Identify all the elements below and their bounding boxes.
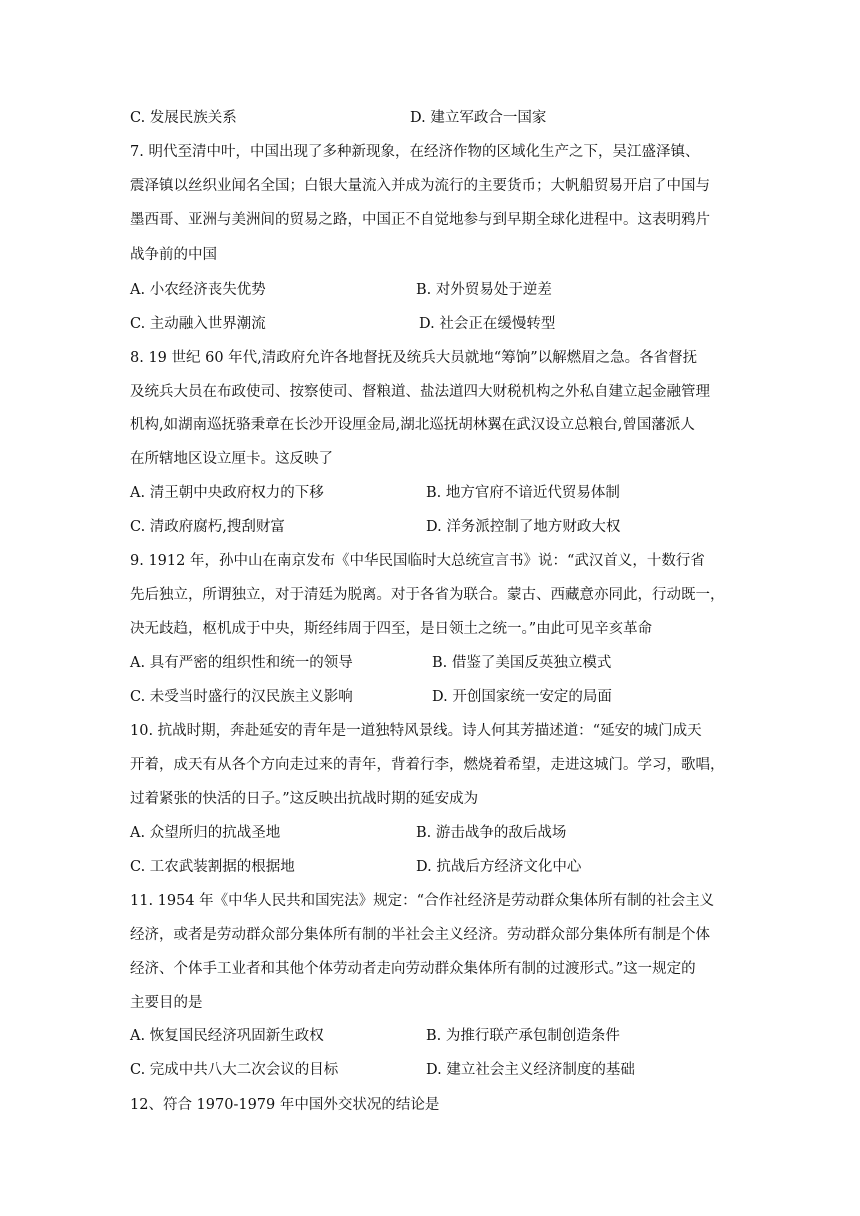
- question-text-line: 经济、个体手工业者和其他个体劳动者走向劳动群众集体所有制的过渡形式。”这一规定的: [130, 961, 696, 977]
- question-text-line: 震泽镇以丝织业闻名全国；白银大量流入并成为流行的主要货币；大帆船贸易开启了中国与: [130, 178, 710, 194]
- option-b: B. 游击战争的敌后战场: [416, 825, 567, 841]
- option-c: C. 工农武装割据的根据地: [130, 859, 295, 875]
- option-b: B. 为推行联产承包制创造条件: [426, 1028, 620, 1044]
- option-b: B. 借鉴了美国反英独立模式: [432, 655, 612, 671]
- option-d: D. 开创国家统一安定的局面: [432, 689, 612, 705]
- question-text-line: 先后独立，所谓独立，对于清廷为脱离。对于各省为联合。蒙古、西藏意亦同此，行动既一，: [130, 587, 725, 603]
- option-d: D. 建立军政合一国家: [410, 110, 547, 126]
- option-a: A. 清王朝中央政府权力的下移: [130, 485, 324, 501]
- option-b: B. 地方官府不谙近代贸易体制: [426, 485, 620, 501]
- question-text-line: 主要目的是: [130, 995, 203, 1011]
- option-b: B. 对外贸易处于逆差: [416, 282, 552, 298]
- question-text-line: 11. 1954 年《中华人民共和国宪法》规定：“合作社经济是劳动群众集体所有制的社会主义: [130, 893, 715, 909]
- option-c: C. 主动融入世界潮流: [130, 316, 266, 332]
- option-d: D. 抗战后方经济文化中心: [416, 859, 582, 875]
- question-text-line: 过着紧张的快活的日子。”这反映出抗战时期的延安成为: [130, 791, 479, 807]
- question-text-line: 经济，或者是劳动群众部分集体所有制的半社会主义经济。劳动群众部分集体所有制是个体: [130, 927, 710, 943]
- question-text-line: 8. 19 世纪 60 年代,清政府允许各地督抚及统兵大员就地“筹饷”以解燃眉之急。各省督抚: [130, 350, 698, 366]
- question-text-line: 10. 抗战时期，奔赴延安的青年是一道独特风景线。诗人何其芳描述道：“延安的城门成天: [130, 723, 702, 739]
- option-c: C. 清政府腐朽,搜刮财富: [130, 519, 285, 535]
- option-a: A. 具有严密的组织性和统一的领导: [130, 655, 353, 671]
- option-a: A. 小农经济丧失优势: [130, 282, 266, 298]
- question-text-line: 决无歧趋，枢机成于中央，斯经纬周于四至，是日领土之统一。”由此可见辛亥革命: [130, 621, 653, 637]
- option-d: D. 社会正在缓慢转型: [419, 316, 556, 332]
- question-text-line: 战争前的中国: [130, 247, 217, 263]
- question-text-line: 机构,如湖南巡抚骆秉章在长沙开设厘金局,湖北巡抚胡林翼在武汉设立总粮台,曾国藩派人: [130, 417, 695, 433]
- option-d: D. 洋务派控制了地方财政大权: [426, 519, 621, 535]
- question-text-line: 墨西哥、亚洲与美洲间的贸易之路，中国正不自觉地参与到早期全球化进程中。这表明鸦片: [130, 212, 710, 228]
- option-a: A. 众望所归的抗战圣地: [130, 825, 281, 841]
- question-text-line: 及统兵大员在布政使司、按察使司、督粮道、盐法道四大财税机构之外私自建立起金融管理: [130, 384, 710, 400]
- question-text-line: 12、符合 1970-1979 年中国外交状况的结论是: [130, 1097, 440, 1113]
- option-c: C. 发展民族关系: [130, 110, 237, 126]
- option-a: A. 恢复国民经济巩固新生政权: [130, 1028, 324, 1044]
- option-d: D. 建立社会主义经济制度的基础: [426, 1062, 635, 1078]
- option-c: C. 完成中共八大二次会议的目标: [130, 1062, 339, 1078]
- question-text-line: 9. 1912 年，孙中山在南京发布《中华民国临时大总统宣言书》说：“武汉首义，十数行省: [130, 553, 705, 569]
- question-text-line: 开着，成天有从各个方向走过来的青年，背着行李，燃烧着希望，走进这城门。学习，歌唱，: [130, 757, 725, 773]
- question-text-line: 在所辖地区设立厘卡。这反映了: [130, 451, 333, 467]
- question-text-line: 7. 明代至清中叶，中国出现了多种新现象，在经济作物的区域化生产之下，吴江盛泽镇、: [130, 144, 700, 160]
- option-c: C. 未受当时盛行的汉民族主义影响: [130, 689, 353, 705]
